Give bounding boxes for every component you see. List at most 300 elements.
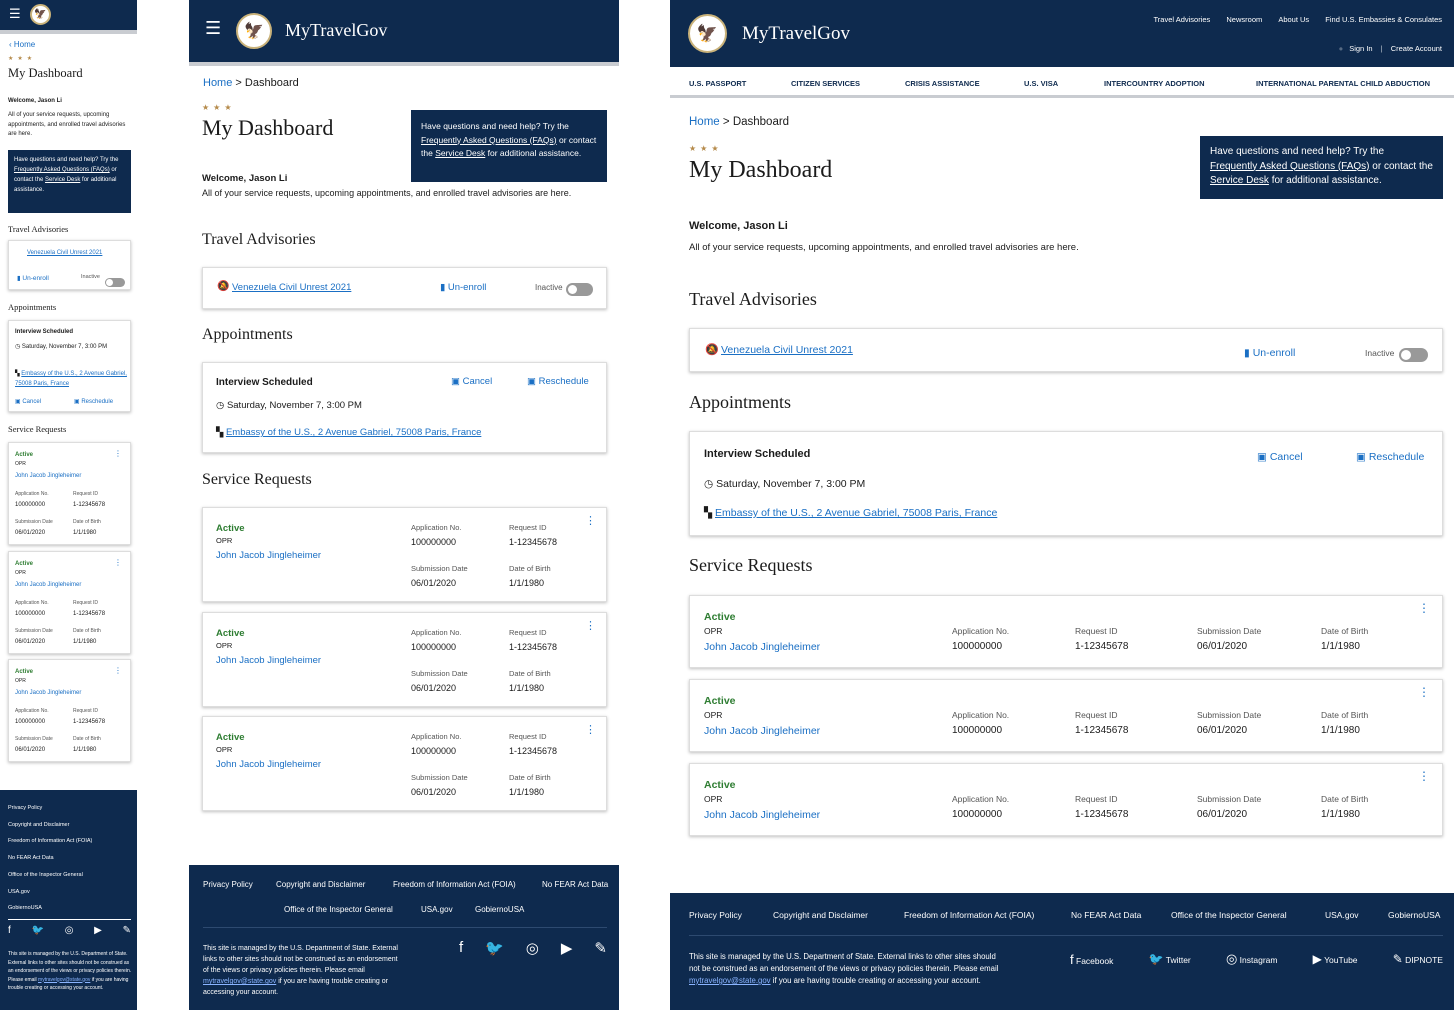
more-vertical-icon[interactable]: ⋮	[1418, 685, 1430, 699]
datetime-text: Saturday, November 7, 3:00 PM	[716, 478, 866, 490]
social-row	[8, 925, 131, 936]
brand-name[interactable]: MyTravelGov	[742, 23, 851, 44]
app-no-value: 100000000	[952, 809, 1003, 820]
submission-label: Submission Date	[15, 736, 53, 742]
user-icon: ●	[1338, 44, 1344, 53]
location-link[interactable]: Embassy of the U.S., 2 Avenue Gabriel, 75008 Paris, France	[715, 507, 998, 519]
help-box	[411, 110, 607, 182]
app-no-value: 100000000	[411, 537, 457, 547]
help-mid: or contact the	[14, 167, 117, 183]
sign-in-link[interactable]: Sign In	[1349, 44, 1373, 53]
advisory-card	[202, 267, 607, 309]
advisory-card	[8, 240, 131, 290]
applicant-name[interactable]: John Jacob Jingleheimer	[15, 690, 82, 696]
appointment-datetime	[216, 400, 362, 411]
help-pre: Have questions and need help? Try the	[14, 157, 119, 163]
youtube-icon[interactable]: ▶	[560, 940, 573, 957]
app-no-label: Application No.	[411, 523, 462, 532]
nav-travel-advisories[interactable]: Travel Advisories	[1153, 15, 1211, 24]
unenroll-button[interactable]	[440, 282, 486, 293]
applicant-name[interactable]: John Jacob Jingleheimer	[704, 641, 821, 653]
appointment-location	[15, 369, 127, 389]
dob-value: 1/1/1980	[1321, 809, 1360, 820]
help-box	[8, 150, 131, 213]
advisory-link[interactable]: Venezuela Civil Unrest 2021	[721, 344, 853, 356]
applicant-name[interactable]: John Jacob Jingleheimer	[704, 809, 821, 821]
instagram-icon[interactable]: ◎	[64, 925, 74, 936]
calendar-cancel-icon: ▣	[1257, 451, 1267, 463]
unenroll-label: Un-enroll	[1252, 347, 1296, 359]
app-no-value: 100000000	[15, 719, 46, 725]
email-link[interactable]: mytravelgov@state.gov	[689, 976, 771, 985]
nav-crisis-assistance[interactable]: CRISIS ASSISTANCE	[905, 79, 980, 88]
twitter-label: Twitter	[1165, 955, 1191, 965]
status-badge: Active	[704, 695, 736, 707]
request-id-value: 1-12345678	[73, 719, 106, 725]
dob-label: Date of Birth	[1321, 626, 1369, 636]
breadcrumb	[689, 116, 789, 128]
twitter-icon[interactable]: 🐦	[31, 925, 44, 936]
applicant-name[interactable]: John Jacob Jingleheimer	[216, 655, 322, 666]
submission-label: Submission Date	[15, 519, 53, 525]
dob-value: 1/1/1980	[509, 683, 545, 693]
dipnote-icon: ✎	[1392, 952, 1403, 966]
reschedule-label: Reschedule	[538, 376, 589, 387]
tablet-footer	[189, 865, 619, 1010]
more-vertical-icon[interactable]: ⋮	[114, 558, 122, 567]
more-vertical-icon[interactable]: ⋮	[585, 724, 596, 736]
applicant-name[interactable]: John Jacob Jingleheimer	[216, 759, 322, 770]
status-badge: Active	[704, 611, 736, 623]
footer-link-gobierno[interactable]: GobiernoUSA	[8, 905, 42, 911]
more-vertical-icon[interactable]: ⋮	[114, 666, 122, 675]
footer-disclaimer	[689, 951, 999, 987]
youtube-label: YouTube	[1324, 955, 1358, 965]
service-card	[8, 442, 131, 545]
social-instagram[interactable]	[1226, 951, 1278, 967]
account-nav	[1339, 44, 1442, 53]
request-id-value: 1-12345678	[73, 502, 106, 508]
main-nav	[670, 67, 1454, 98]
youtube-icon[interactable]: ▶	[94, 925, 102, 936]
applicant-name[interactable]: John Jacob Jingleheimer	[15, 473, 82, 479]
nav-citizen-services[interactable]: CITIZEN SERVICES	[791, 79, 861, 88]
submission-value: 06/01/2020	[15, 747, 46, 753]
mobile-view	[0, 0, 137, 1010]
app-no-label: Application No.	[411, 628, 462, 637]
more-vertical-icon[interactable]: ⋮	[1418, 769, 1430, 783]
submission-label: Submission Date	[411, 564, 468, 573]
location-link[interactable]: Embassy of the U.S., 2 Avenue Gabriel, 75008 Paris, France	[225, 427, 482, 438]
submission-label: Submission Date	[1197, 626, 1262, 636]
utility-nav	[1153, 15, 1442, 24]
clock-icon: ◷	[704, 478, 714, 490]
request-id-label: Request ID	[73, 708, 99, 714]
service-heading: Service Requests	[8, 424, 67, 434]
submission-value: 06/01/2020	[411, 787, 457, 797]
app-no-value: 100000000	[411, 746, 457, 756]
help-post: for additional assistance.	[487, 148, 582, 158]
service-desk-link[interactable]: Service Desk	[435, 148, 486, 158]
request-id-value: 1-12345678	[73, 611, 106, 617]
faq-link[interactable]: Frequently Asked Questions (FAQs)	[421, 134, 557, 145]
footer-link-privacy[interactable]: Privacy Policy	[689, 910, 742, 920]
disclaimer-end: if you are having trouble creating or accessing your account.	[8, 976, 129, 991]
footer-link-foia[interactable]: Freedom of Information Act (FOIA)	[393, 880, 516, 889]
appointment-location	[216, 427, 481, 438]
dipnote-icon[interactable]: ✎	[122, 925, 131, 936]
back-label: Home	[13, 40, 36, 49]
footer-link-usagov[interactable]: USA.gov	[8, 889, 30, 895]
footer-link-copyright[interactable]: Copyright and Disclaimer	[773, 910, 868, 920]
calendar-edit-icon: ▣	[1356, 451, 1366, 463]
service-card	[689, 763, 1443, 836]
status-badge: Active	[15, 452, 34, 458]
app-no-label: Application No.	[15, 600, 49, 606]
service-card	[202, 716, 607, 811]
help-pre: Have questions and need help? Try the	[1210, 146, 1385, 157]
trash-icon: ▮	[17, 275, 21, 282]
status-badge: Active	[216, 628, 245, 639]
app-no-label: Application No.	[15, 491, 49, 497]
request-id-value: 1-12345678	[509, 642, 558, 652]
disclaimer-text: This site is managed by the U.S. Department of State. External links to other sites should not be construed as an endorsement of the views or privacy policies therein. Please email	[8, 951, 132, 983]
tablet-view	[189, 0, 619, 1010]
nav-passport[interactable]: U.S. PASSPORT	[689, 79, 747, 88]
nav-visa[interactable]: U.S. VISA	[1024, 79, 1059, 88]
request-type: OPR	[704, 626, 723, 636]
advisories-heading: Travel Advisories	[202, 231, 316, 248]
app-no-label: Application No.	[952, 626, 1010, 636]
appointments-heading: Appointments	[202, 326, 293, 343]
clock-icon: ◷	[15, 344, 21, 350]
service-card	[689, 595, 1443, 668]
trash-icon: ▮	[440, 282, 446, 293]
submission-value: 06/01/2020	[1197, 725, 1248, 736]
unenroll-label: Un-enroll	[22, 275, 49, 282]
request-type: OPR	[704, 794, 723, 804]
map-icon: ▚	[704, 507, 713, 519]
submission-value: 06/01/2020	[411, 683, 457, 693]
unenroll-label: Un-enroll	[447, 282, 487, 293]
request-id-value: 1-12345678	[1075, 809, 1129, 820]
footer-disclaimer	[203, 943, 403, 998]
appointment-card	[8, 320, 131, 412]
request-id-value: 1-12345678	[1075, 641, 1129, 652]
map-icon: ▚	[216, 427, 224, 438]
request-id-label: Request ID	[509, 732, 547, 741]
reschedule-label: Reschedule	[81, 399, 114, 405]
footer-link-oig[interactable]: Office of the Inspector General	[284, 905, 393, 914]
social-twitter[interactable]	[1149, 952, 1191, 966]
bell-off-icon: 🔕	[217, 281, 230, 292]
youtube-icon: ▶	[1312, 952, 1322, 966]
facebook-icon: f	[1070, 951, 1074, 967]
footer-link-usagov[interactable]: USA.gov	[1325, 910, 1359, 920]
footer-link-foia[interactable]: Freedom of Information Act (FOIA)	[8, 838, 93, 844]
social-row	[1070, 951, 1443, 967]
welcome-text: Welcome, Jason Li	[8, 98, 62, 104]
app-no-value: 100000000	[952, 725, 1003, 736]
breadcrumb	[203, 77, 299, 89]
reschedule-button[interactable]	[1356, 451, 1424, 463]
intro-text: All of your service requests, upcoming appointments, and enrolled travel advisories are here.	[689, 242, 1079, 253]
dob-label: Date of Birth	[509, 773, 551, 782]
service-heading: Service Requests	[202, 471, 312, 488]
submission-label: Submission Date	[1197, 710, 1262, 720]
intro-text: All of your service requests, upcoming appointments, and enrolled travel advisories are here.	[8, 112, 126, 137]
cancel-label: Cancel	[22, 399, 42, 405]
advisories-heading: Travel Advisories	[689, 289, 817, 309]
breadcrumb-home[interactable]: Home	[689, 116, 720, 128]
social-youtube[interactable]	[1313, 952, 1358, 966]
appointment-card	[689, 431, 1443, 536]
advisory-toggle[interactable]	[105, 278, 125, 287]
submission-value: 06/01/2020	[15, 639, 46, 645]
submission-label: Submission Date	[1197, 794, 1262, 804]
instagram-label: Instagram	[1239, 955, 1278, 965]
request-id-value: 1-12345678	[1075, 725, 1129, 736]
dipnote-icon[interactable]: ✎	[594, 940, 607, 957]
trash-icon: ▮	[1244, 347, 1250, 359]
footer-link-oig[interactable]: Office of the Inspector General	[1171, 910, 1287, 920]
footer-link-privacy[interactable]: Privacy Policy	[8, 805, 43, 811]
breadcrumb-current: Dashboard	[732, 116, 790, 128]
footer-link-gobierno[interactable]: GobiernoUSA	[475, 905, 525, 914]
more-vertical-icon[interactable]: ⋮	[585, 515, 596, 527]
app-no-label: Application No.	[15, 708, 49, 714]
stars: ★★★	[8, 56, 37, 62]
breadcrumb-current: Dashboard	[244, 77, 299, 89]
twitter-icon: 🐦	[1148, 952, 1164, 966]
facebook-label: Facebook	[1076, 955, 1114, 966]
footer-divider	[203, 927, 607, 928]
service-desk-link[interactable]: Service Desk	[1210, 175, 1269, 186]
more-vertical-icon[interactable]: ⋮	[114, 449, 122, 458]
help-pre: Have questions and need help? Try the	[421, 121, 569, 131]
nav-newsroom[interactable]: Newsroom	[1226, 15, 1263, 24]
nav-find-embassies[interactable]: Find U.S. Embassies & Consulates	[1325, 15, 1442, 24]
intro-text: All of your service requests, upcoming appointments, and enrolled travel advisories are here.	[202, 188, 572, 198]
stars: ★★★	[202, 103, 236, 112]
advisory-link[interactable]: Venezuela Civil Unrest 2021	[27, 250, 103, 256]
cancel-button[interactable]	[15, 398, 41, 405]
toggle-status: Inactive	[1365, 348, 1395, 358]
advisory-toggle[interactable]	[1399, 348, 1428, 362]
nav-divider: |	[1380, 44, 1383, 53]
page-title: My Dashboard	[202, 115, 334, 140]
welcome-text: Welcome, Jason Li	[202, 173, 288, 184]
request-type: OPR	[216, 745, 233, 754]
advisory-link[interactable]: Venezuela Civil Unrest 2021	[232, 282, 352, 293]
appointment-location	[704, 507, 997, 519]
mobile-back-link[interactable]	[9, 40, 35, 49]
appointments-heading: Appointments	[689, 392, 791, 412]
faq-link[interactable]: Frequently Asked Questions (FAQs)	[14, 167, 110, 173]
reschedule-button[interactable]	[527, 376, 589, 387]
calendar-edit-icon: ▣	[74, 399, 80, 405]
footer-link-usagov[interactable]: USA.gov	[421, 905, 453, 914]
cancel-button[interactable]	[451, 376, 492, 387]
footer-link-nofear[interactable]: No FEAR Act Data	[8, 855, 54, 861]
brand-name[interactable]: MyTravelGov	[285, 20, 388, 40]
status-badge: Active	[704, 779, 736, 791]
request-id-label: Request ID	[509, 523, 547, 532]
advisory-toggle[interactable]	[566, 283, 593, 296]
status-badge: Active	[216, 732, 245, 743]
request-id-label: Request ID	[1075, 626, 1118, 636]
faq-link[interactable]: Frequently Asked Questions (FAQs)	[1210, 160, 1370, 172]
help-post: for additional assistance.	[14, 177, 117, 193]
status-badge: Active	[15, 669, 34, 675]
status-badge: Active	[15, 561, 34, 567]
appointment-title: Interview Scheduled	[15, 329, 74, 335]
service-card	[8, 551, 131, 654]
disclaimer-end: if you are having trouble creating or accessing your account.	[203, 978, 388, 996]
dob-label: Date of Birth	[73, 736, 101, 742]
calendar-cancel-icon: ▣	[451, 376, 460, 387]
disclaimer-text: This site is managed by the U.S. Department of State. External links to other sites should not be construed as an endorsement of the views or privacy policies therein. Please email	[203, 945, 398, 974]
footer-link-copyright[interactable]: Copyright and Disclaimer	[8, 822, 70, 828]
more-vertical-icon[interactable]: ⋮	[585, 620, 596, 632]
social-dipnote[interactable]	[1393, 952, 1443, 966]
dob-label: Date of Birth	[509, 669, 551, 678]
email-link[interactable]: mytravelgov@state.gov	[38, 976, 91, 983]
footer-link-gobierno[interactable]: GobiernoUSA	[1388, 910, 1441, 920]
nav-child-abduction[interactable]: INTERNATIONAL PARENTAL CHILD ABDUCTION	[1256, 79, 1431, 88]
disclaimer-end: if you are having trouble creating or accessing your account.	[772, 976, 981, 985]
footer-link-oig[interactable]: Office of the Inspector General	[8, 872, 83, 878]
instagram-icon[interactable]: ◎	[525, 940, 539, 957]
dob-value: 1/1/1980	[73, 747, 97, 753]
help-mid: or contact the	[1372, 160, 1433, 172]
map-icon: ▚	[15, 371, 20, 377]
app-no-label: Application No.	[952, 794, 1010, 804]
mobile-footer	[0, 790, 137, 1010]
service-desk-link[interactable]: Service Desk	[45, 177, 81, 183]
disclaimer-text: This site is managed by the U.S. Department of State. External links to other sites should not be construed as an endorsement of the views or privacy policies therein. Please email	[689, 952, 999, 973]
reschedule-button[interactable]	[74, 398, 113, 405]
desktop-footer	[670, 893, 1454, 1010]
footer-link-nofear[interactable]: No FEAR Act Data	[1071, 910, 1142, 920]
app-no-value: 100000000	[15, 502, 46, 508]
appointment-datetime	[15, 342, 127, 352]
datetime-text: Saturday, November 7, 3:00 PM	[21, 344, 108, 350]
cancel-label: Cancel	[1269, 451, 1303, 463]
app-no-value: 100000000	[411, 642, 457, 652]
help-mid: or contact the	[421, 134, 597, 158]
facebook-icon[interactable]: f	[8, 925, 11, 936]
footer-link-privacy[interactable]: Privacy Policy	[203, 880, 253, 889]
calendar-cancel-icon: ▣	[15, 399, 21, 405]
cancel-label: Cancel	[462, 376, 493, 387]
cancel-button[interactable]	[1257, 451, 1303, 463]
social-row	[459, 939, 607, 957]
request-id-value: 1-12345678	[509, 537, 558, 547]
hamburger-icon[interactable]: ☰	[9, 6, 21, 21]
instagram-icon: ◎	[1225, 951, 1238, 966]
request-id-label: Request ID	[73, 600, 99, 606]
state-department-seal-icon: 🦅	[688, 14, 727, 53]
more-vertical-icon[interactable]: ⋮	[1418, 601, 1430, 615]
applicant-name[interactable]: John Jacob Jingleheimer	[216, 550, 322, 561]
request-id-label: Request ID	[1075, 794, 1118, 804]
request-id-label: Request ID	[73, 491, 99, 497]
advisories-heading: Travel Advisories	[8, 224, 69, 234]
header-shadow	[0, 30, 137, 34]
create-account-link[interactable]: Create Account	[1390, 44, 1442, 53]
dob-label: Date of Birth	[1321, 794, 1369, 804]
appointment-card	[202, 362, 607, 453]
breadcrumb-home[interactable]: Home	[203, 77, 233, 89]
request-type: OPR	[15, 570, 26, 576]
applicant-name[interactable]: John Jacob Jingleheimer	[15, 582, 82, 588]
help-box	[1200, 136, 1443, 199]
toggle-status: Inactive	[81, 274, 100, 280]
request-id-label: Request ID	[509, 628, 547, 637]
app-no-value: 100000000	[15, 611, 46, 617]
nav-about-us[interactable]: About Us	[1278, 15, 1310, 24]
reschedule-label: Reschedule	[1368, 451, 1425, 463]
dob-value: 1/1/1980	[509, 787, 545, 797]
advisory-card	[689, 328, 1443, 372]
service-card	[202, 507, 607, 602]
dob-label: Date of Birth	[1321, 710, 1369, 720]
submission-value: 06/01/2020	[1197, 641, 1248, 652]
unenroll-button[interactable]	[1244, 347, 1295, 359]
service-card	[202, 612, 607, 707]
request-type: OPR	[216, 536, 233, 545]
service-card	[8, 659, 131, 762]
facebook-icon[interactable]: f	[459, 939, 464, 956]
submission-value: 06/01/2020	[411, 578, 457, 588]
datetime-text: Saturday, November 7, 3:00 PM	[226, 400, 362, 411]
app-no-label: Application No.	[952, 710, 1010, 720]
social-facebook[interactable]	[1070, 952, 1113, 967]
nav-intercountry-adoption[interactable]: INTERCOUNTRY ADOPTION	[1104, 79, 1205, 88]
stars: ★★★	[689, 144, 723, 153]
breadcrumb-sep: >	[722, 116, 730, 128]
location-link[interactable]: Embassy of the U.S., 2 Avenue Gabriel, 75008 Paris, France	[15, 371, 127, 387]
service-heading: Service Requests	[689, 555, 813, 575]
dipnote-label: DIPNOTE	[1405, 955, 1443, 965]
app-no-label: Application No.	[411, 732, 462, 741]
breadcrumb-sep: >	[235, 77, 242, 89]
footer-divider	[8, 919, 131, 920]
help-post: for additional assistance.	[1271, 175, 1382, 186]
tablet-header	[189, 0, 619, 62]
toggle-status: Inactive	[535, 283, 563, 292]
applicant-name[interactable]: John Jacob Jingleheimer	[704, 725, 821, 737]
submission-value: 06/01/2020	[15, 530, 46, 536]
dob-label: Date of Birth	[73, 519, 101, 525]
request-type: OPR	[704, 710, 723, 720]
email-link[interactable]: mytravelgov@state.gov	[203, 978, 277, 985]
footer-link-nofear[interactable]: No FEAR Act Data	[542, 880, 609, 889]
mobile-header	[0, 0, 137, 30]
dob-value: 1/1/1980	[73, 530, 97, 536]
hamburger-icon[interactable]: ☰	[205, 18, 222, 38]
submission-label: Submission Date	[15, 628, 53, 634]
dob-value: 1/1/1980	[509, 578, 545, 588]
request-type: OPR	[15, 678, 26, 684]
unenroll-button[interactable]	[17, 274, 49, 282]
footer-link-copyright[interactable]: Copyright and Disclaimer	[276, 880, 366, 889]
footer-link-foia[interactable]: Freedom of Information Act (FOIA)	[904, 910, 1035, 920]
state-department-seal-icon: 🦅	[236, 13, 272, 49]
bell-off-icon: 🔕	[705, 344, 719, 356]
twitter-icon[interactable]: 🐦	[485, 940, 504, 957]
